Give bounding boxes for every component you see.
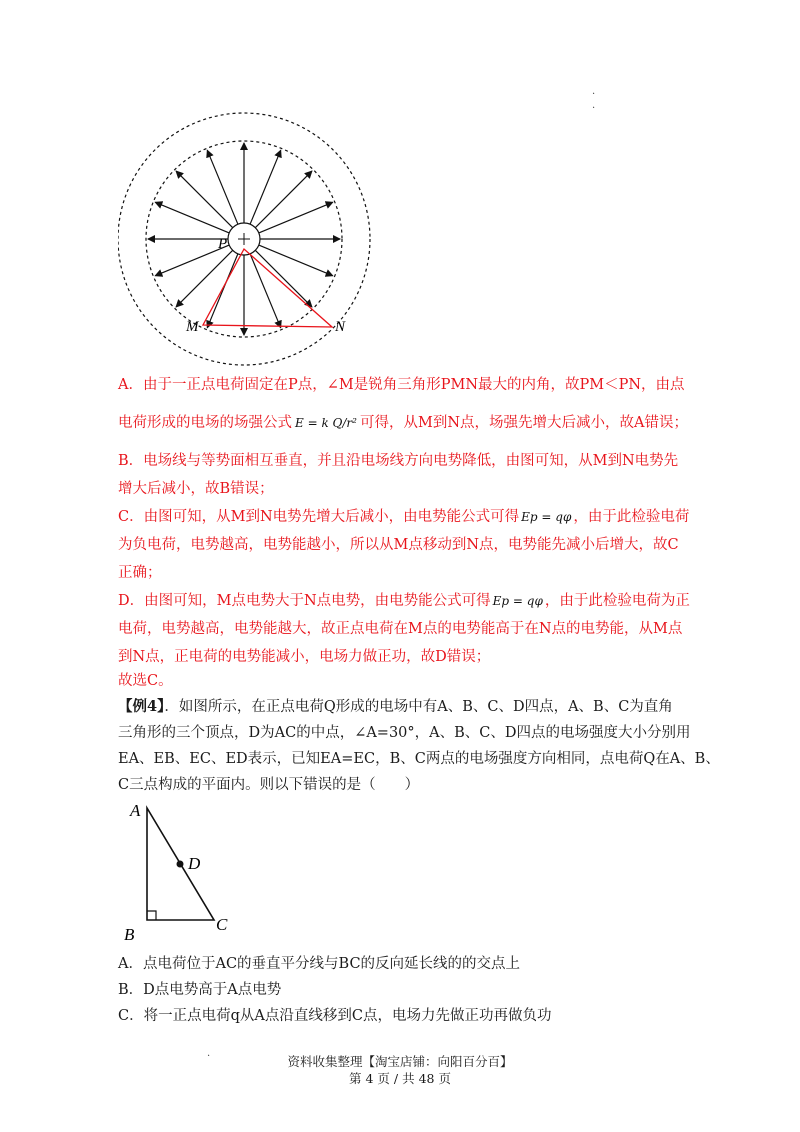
option-B: B．D点电势高于A点电势 [118, 982, 282, 998]
field-line-arrow [176, 171, 233, 228]
answer-C-line1: C．由图可知，从M到N电势先增大后减小，由电势能公式可得 Ep = qφ ，由于此检验电荷 [118, 509, 690, 525]
stray-dot: . [592, 100, 596, 111]
example4-line4: C三点构成的平面内。则以下错误的是（ ） [118, 777, 420, 793]
field-line-arrow [250, 150, 281, 224]
label-A: A [130, 801, 141, 820]
answer-C-line2: 为负电荷，电势越高，电势能越小，所以从M点移动到N点，电势能先减小后增大，故C [118, 537, 679, 553]
option-C: C．将一正点电荷q从A点沿直线移到C点，电场力先做正功再做负功 [118, 1008, 552, 1024]
field-line-arrow [207, 254, 238, 328]
right-angle-mark [147, 911, 156, 920]
example4-line2: 三角形的三个顶点，D为AC的中点，∠A=30°，A、B、C、D四点的电场强度大小分别用 [118, 725, 691, 741]
field-line-arrow [176, 250, 233, 307]
label-D: D [188, 854, 201, 873]
field-line-arrow [255, 171, 312, 228]
answer-A-line1: A．由于一正点电荷固定在P点，∠M是锐角三角形PMN最大的内角，故PM＜PN，由点 [118, 377, 685, 393]
label-P: P [218, 236, 228, 252]
stray-dot: . [592, 86, 596, 97]
midpoint-D [177, 861, 184, 868]
answer-C-line3: 正确； [118, 565, 162, 581]
page-number: 第 4 页 / 共 48 页 [349, 1071, 451, 1086]
label-C: C [216, 915, 228, 934]
stray-dot: . [207, 1048, 211, 1059]
potential-energy-formula: Ep = qφ [521, 510, 572, 524]
example4-line3: EA、EB、EC、ED表示，已知EA=EC，B、C两点的电场强度方向相同，点电荷Q在A、B、 [118, 751, 720, 767]
answer-B-line1: B．电场线与等势面相互垂直，并且沿电场线方向电势降低，由图可知，从M到N电势先 [118, 453, 679, 469]
answer-B-line2: 增大后减小，故B错误； [118, 481, 274, 497]
example4-line1: 【例4】．如图所示，在正点电荷Q形成的电场中有A、B、C、D四点，A、B、C为直角 [118, 698, 673, 715]
field-line-arrow [259, 202, 333, 233]
example-tag: 【例4】 [118, 698, 165, 715]
answer-D-line2: 电荷，电势越高，电势能越大，故正点电荷在M点的电势能高于在N点的电势能，从M点 [118, 621, 683, 637]
option-A: A．点电荷位于AC的垂直平分线与BC的反向延长线的的交点上 [118, 956, 521, 972]
label-M: M [186, 319, 199, 335]
field-line-arrow [255, 250, 312, 307]
potential-energy-formula: Ep = qφ [492, 594, 543, 608]
answer-D-line3: 到N点，正电荷的电势能减小，电场力做正功，故D错误； [118, 649, 491, 665]
field-figure [118, 108, 378, 373]
label-B: B [124, 925, 135, 944]
field-line-arrow [250, 254, 281, 328]
answer-conclusion: 故选C。 [118, 673, 173, 689]
answer-A-line2: 电荷形成的电场的场强公式 E = k Q/r² 可得，从M到N点，场强先增大后减小，故A错误； [118, 415, 688, 431]
field-strength-formula: E = k Q/r² [295, 416, 357, 430]
triangle-figure [118, 798, 248, 946]
label-N: N [335, 319, 346, 335]
field-line-arrow [155, 202, 229, 233]
answer-D-line1: D．由图可知，M点电势大于N点电势，由电势能公式可得 Ep = qφ ，由于此检验电荷为正 [118, 593, 690, 609]
footer-source: 资料收集整理【淘宝店铺：向阳百分百】 [287, 1054, 513, 1069]
field-line-arrow [207, 150, 238, 224]
